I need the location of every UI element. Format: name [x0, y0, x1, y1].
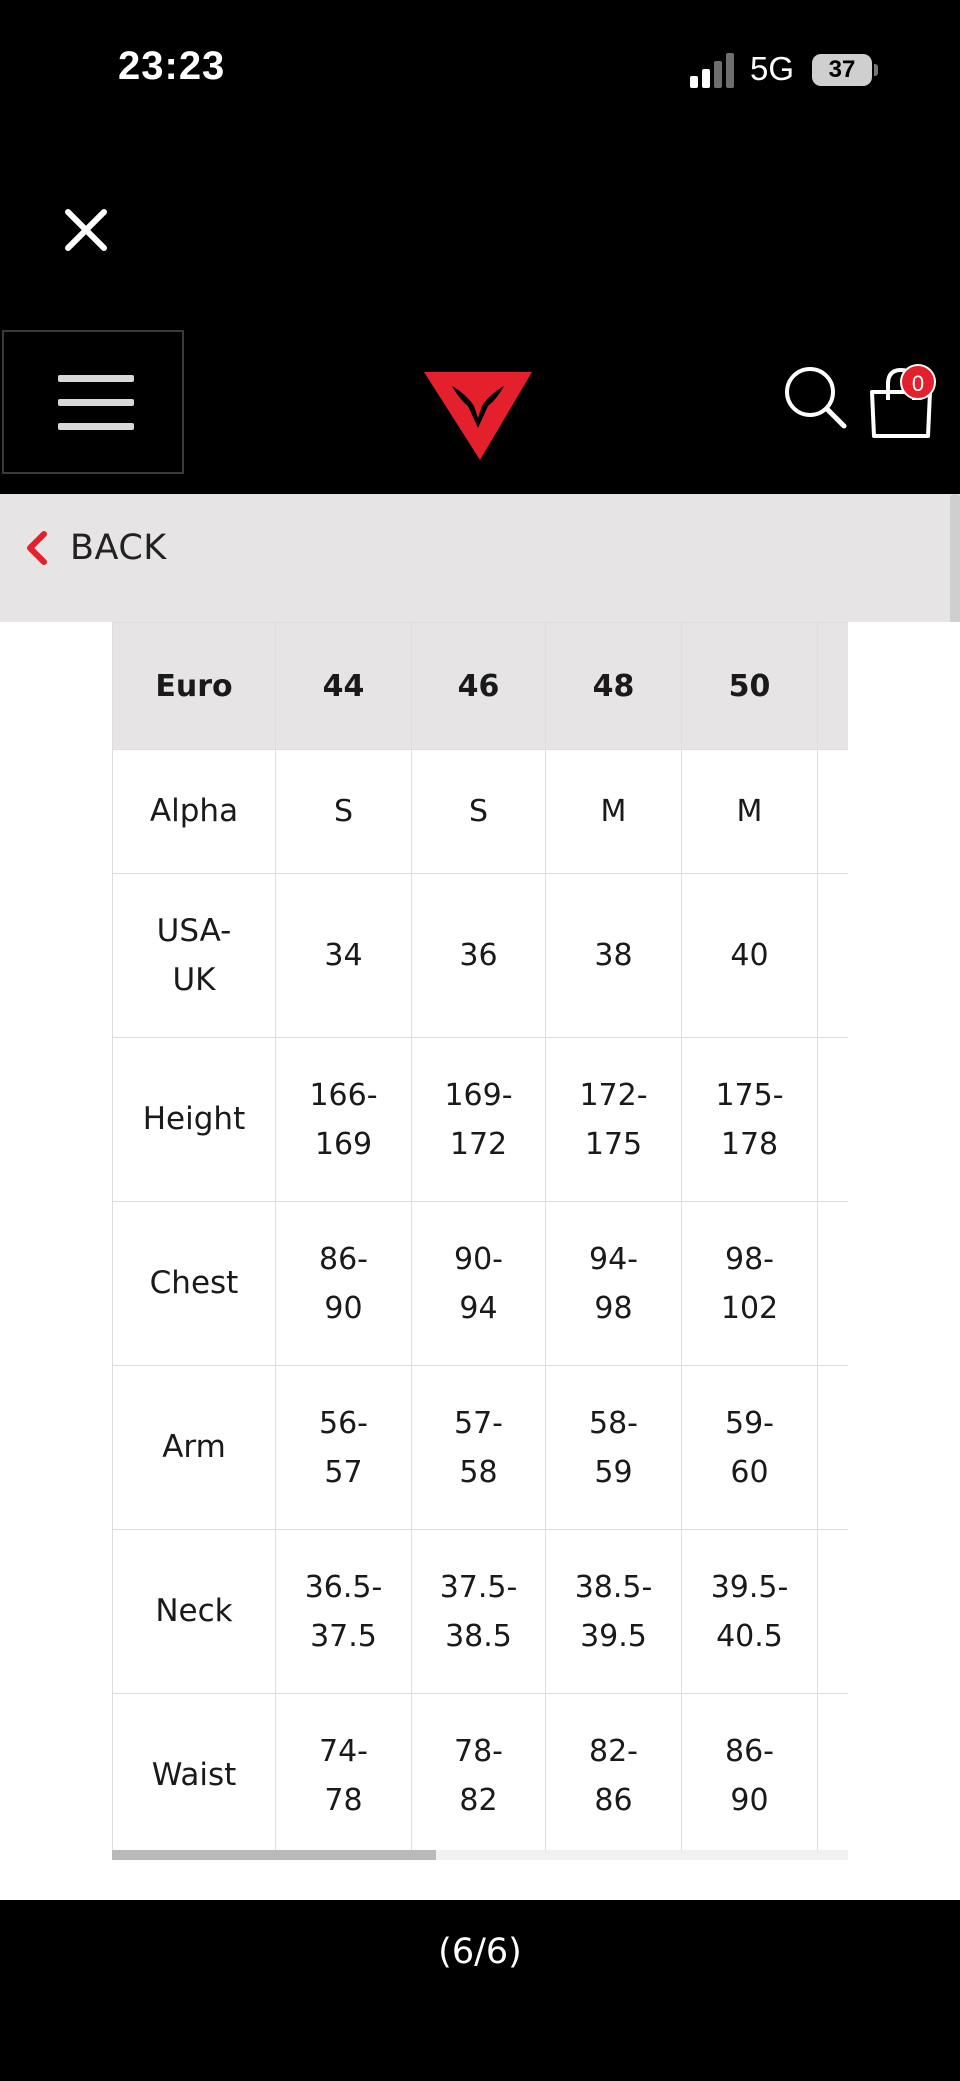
row-label: Alpha — [113, 750, 276, 874]
content-area — [0, 622, 960, 1900]
page-counter: (6/6) — [438, 1932, 522, 1972]
search-icon[interactable] — [782, 364, 848, 430]
table-cell-partial — [818, 1366, 849, 1530]
header-cell-size: 46 — [412, 623, 546, 750]
status-time: 23:23 — [118, 44, 226, 88]
table-cell-partial — [818, 1694, 849, 1858]
viewer-footer — [0, 1900, 960, 2081]
row-label: Arm — [113, 1366, 276, 1530]
table-cell: 175- 178 — [682, 1038, 818, 1202]
menu-button[interactable] — [2, 330, 184, 474]
table-cell-partial — [818, 750, 849, 874]
chevron-left-icon — [22, 528, 52, 568]
header-cell-size: 44 — [276, 623, 412, 750]
table-cell: 98- 102 — [682, 1202, 818, 1366]
hamburger-menu-icon — [58, 375, 134, 382]
row-label: Chest — [113, 1202, 276, 1366]
battery-icon — [812, 54, 878, 86]
table-row — [113, 1202, 849, 1366]
row-label: Waist — [113, 1694, 276, 1858]
table-cell-partial — [818, 1038, 849, 1202]
table-cell: 39.5- 40.5 — [682, 1530, 818, 1694]
table-cell: 90- 94 — [412, 1202, 546, 1366]
table-cell-partial — [818, 1202, 849, 1366]
table-row — [113, 874, 849, 1038]
table-cell-partial — [818, 874, 849, 1038]
header-cell-size: 50 — [682, 623, 818, 750]
dainese-logo-icon[interactable] — [422, 366, 534, 462]
hamburger-menu-icon-line — [58, 423, 134, 430]
table-cell: 86- 90 — [276, 1202, 412, 1366]
row-label: USA- UK — [113, 874, 276, 1038]
table-cell: 94- 98 — [546, 1202, 682, 1366]
table-cell: 38 — [546, 874, 682, 1038]
hamburger-menu-icon-line — [58, 399, 134, 406]
table-row — [113, 1038, 849, 1202]
cart-count-badge: 0 — [900, 364, 936, 400]
back-label: BACK — [70, 528, 167, 568]
battery-level: 37 — [828, 56, 856, 83]
table-cell: 56- 57 — [276, 1366, 412, 1530]
table-cell: 166- 169 — [276, 1038, 412, 1202]
table-cell: S — [412, 750, 546, 874]
size-table — [112, 622, 848, 1858]
table-row — [113, 750, 849, 874]
table-cell: M — [546, 750, 682, 874]
table-cell: 169- 172 — [412, 1038, 546, 1202]
row-label: Height — [113, 1038, 276, 1202]
site-header — [0, 330, 960, 494]
table-cell: 86- 90 — [682, 1694, 818, 1858]
table-cell: M — [682, 750, 818, 874]
table-cell-partial — [818, 1530, 849, 1694]
table-cell: 172- 175 — [546, 1038, 682, 1202]
header-cell-size: 48 — [546, 623, 682, 750]
table-cell: 78- 82 — [412, 1694, 546, 1858]
size-table-container[interactable] — [112, 622, 848, 1862]
table-cell: 58- 59 — [546, 1366, 682, 1530]
table-cell: 74- 78 — [276, 1694, 412, 1858]
table-cell: 36 — [412, 874, 546, 1038]
table-cell: 57- 58 — [412, 1366, 546, 1530]
table-cell: 38.5- 39.5 — [546, 1530, 682, 1694]
table-cell: 40 — [682, 874, 818, 1038]
table-cell: 36.5- 37.5 — [276, 1530, 412, 1694]
horizontal-scrollbar-thumb[interactable] — [112, 1850, 436, 1860]
network-type: 5G — [750, 50, 795, 87]
signal-strength-icon — [688, 52, 736, 88]
status-bar — [0, 0, 960, 140]
header-cell-partial — [818, 623, 849, 750]
table-cell: 59- 60 — [682, 1366, 818, 1530]
table-header-row — [113, 623, 849, 750]
header-cell-euro: Euro — [113, 623, 276, 750]
table-cell: 82- 86 — [546, 1694, 682, 1858]
back-button[interactable] — [0, 494, 960, 622]
table-cell: 34 — [276, 874, 412, 1038]
table-cell: 37.5- 38.5 — [412, 1530, 546, 1694]
table-row — [113, 1694, 849, 1858]
table-row — [113, 1530, 849, 1694]
table-row — [113, 1366, 849, 1530]
row-label: Neck — [113, 1530, 276, 1694]
close-icon[interactable] — [62, 206, 110, 254]
table-cell: S — [276, 750, 412, 874]
